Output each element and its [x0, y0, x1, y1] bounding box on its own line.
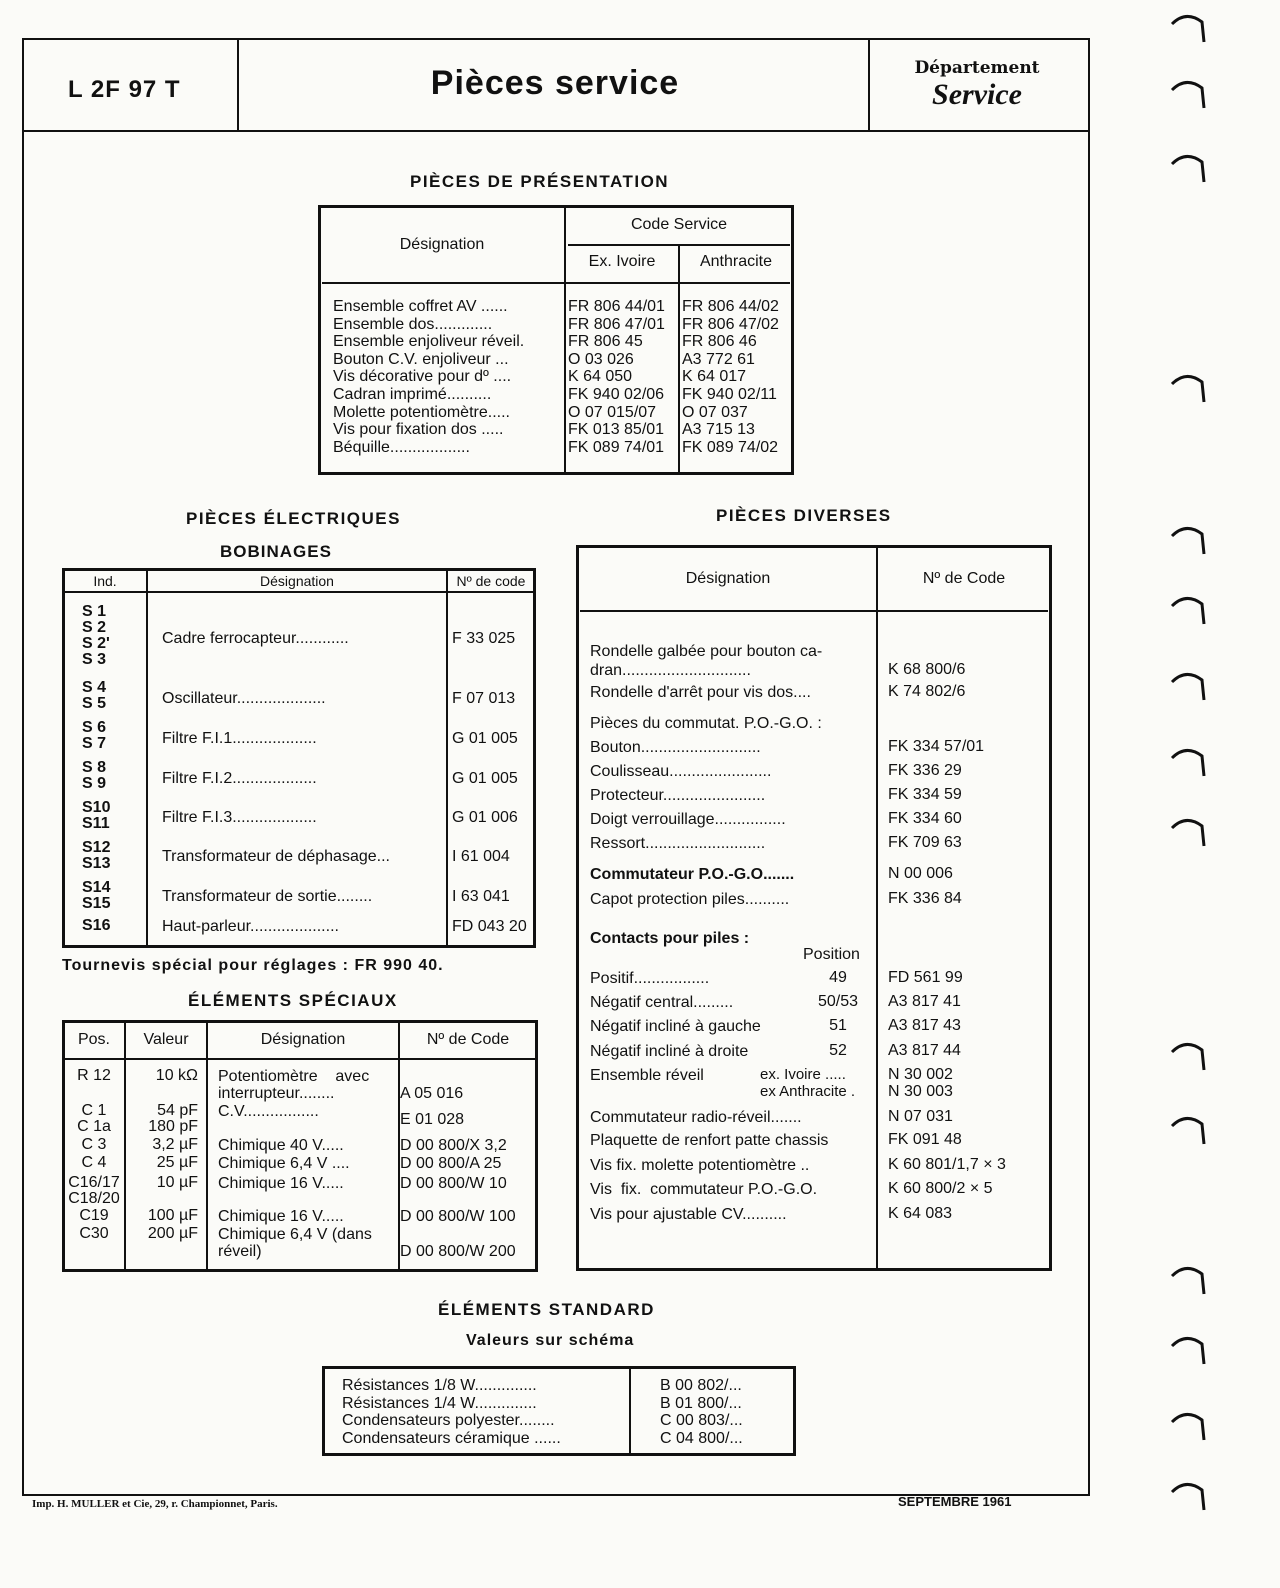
presentation-row-anthracite: A3 772 61 — [682, 350, 755, 368]
diverses-row-name: Négatif incliné à droite — [590, 1043, 749, 1060]
presentation-row-name: Vis décorative pour dº .... — [333, 368, 512, 386]
speciaux-col-designation: Désignation — [260, 1031, 346, 1048]
presentation-title: PIÈCES DE PRÉSENTATION — [410, 172, 670, 191]
presentation-row-ivoire: FK 940 02/06 — [568, 386, 665, 403]
diverses-row-name: Rondelle d'arrêt pour vis dos.... — [590, 684, 811, 701]
standard-title: ÉLÉMENTS STANDARD — [438, 1300, 655, 1319]
bobinage-row-code: I 63 041 — [452, 888, 510, 905]
diverses-row-code: FK 336 29 — [888, 762, 962, 779]
speciaux-col-valeur: Valeur — [143, 1031, 189, 1048]
diverses-row-code: K 68 800/6 — [888, 661, 966, 678]
binder-hole-icon — [1168, 520, 1208, 560]
speciaux-row-code: A 05 016 — [400, 1085, 464, 1102]
diverses-row-code: FD 561 99 — [888, 969, 963, 986]
bobinage-row-ind: S14 S15 — [82, 879, 111, 912]
presentation-row-ivoire: FK 089 74/01 — [568, 438, 665, 456]
model-number: L 2F 97 T — [68, 76, 181, 103]
speciaux-row-name: Potentiomètre avec interrupteur........ — [218, 1068, 370, 1102]
diverses-row-code: N 07 031 — [888, 1108, 953, 1125]
diverses-title: PIÈCES DIVERSES — [716, 506, 892, 525]
presentation-hline-1 — [568, 244, 790, 246]
speciaux-row-code: D 00 800/W 200 — [400, 1243, 516, 1260]
bobinage-row-code: F 33 025 — [452, 630, 516, 647]
presentation-row-anthracite: O 07 037 — [682, 403, 748, 421]
print-date: SEPTEMBRE 1961 — [898, 1494, 1012, 1509]
diverses-row-name: Capot protection piles.......... — [590, 891, 790, 908]
bobinages-col-code: Nº de code — [456, 573, 526, 589]
presentation-row-anthracite: FK 089 74/02 — [682, 438, 779, 456]
bobinage-row-ind: S16 — [82, 917, 111, 934]
presentation-row-name: Ensemble dos............. — [333, 315, 493, 333]
presentation-row-ivoire: O 07 015/07 — [568, 403, 657, 421]
bobinage-row-ind: S 1 S 2 S 2' S 3 — [82, 603, 110, 668]
binder-hole-icon — [1168, 1260, 1208, 1300]
speciaux-row-name: Chimique 16 V..... — [218, 1208, 344, 1225]
printer-credit: Imp. H. MULLER et Cie, 29, r. Championnet, Paris. — [32, 1498, 278, 1510]
standard-vline — [629, 1366, 631, 1456]
diverses-row-name: Vis fix. commutateur P.O.-G.O. — [590, 1181, 818, 1198]
presentation-row-ivoire: FR 806 44/01 — [568, 298, 665, 315]
bobinage-row-name: Oscillateur.................... — [162, 690, 326, 707]
diverses-row-name: Plaquette de renfort patte chassis — [590, 1132, 829, 1149]
diverses-row-name: Vis pour ajustable CV.......... — [590, 1206, 787, 1223]
bobinages-vline-2 — [446, 568, 448, 948]
diverses-row-code: N 00 006 — [888, 865, 953, 882]
diverses-row-name: Contacts pour piles : — [590, 930, 750, 947]
presentation-row-anthracite: FR 806 44/02 — [682, 298, 779, 315]
diverses-row-code: A3 817 43 — [888, 1017, 961, 1034]
diverses-row-position: 51 — [829, 1017, 847, 1034]
speciaux-row-pos: C16/17 C18/20 — [68, 1174, 120, 1207]
bobinage-row-name: Transformateur de déphasage... — [162, 848, 390, 865]
speciaux-row-pos: C 3 — [81, 1136, 107, 1153]
speciaux-row-name: Chimique 40 V..... — [218, 1137, 344, 1154]
speciaux-row-valeur: 54 pF 180 pF — [148, 1102, 198, 1135]
speciaux-row-name: C.V................. — [218, 1103, 319, 1120]
diverses-row-name: Commutateur P.O.-G.O....... — [590, 866, 795, 883]
presentation-vline-1 — [564, 205, 566, 475]
binder-hole-icon — [1168, 368, 1208, 408]
page-title: Pièces service — [430, 64, 680, 102]
diverses-row-code: FK 336 84 — [888, 890, 962, 907]
speciaux-row-pos: R 12 — [77, 1067, 111, 1084]
speciaux-col-pos: Pos. — [77, 1031, 110, 1048]
diverses-row-code: N 30 003 — [888, 1083, 953, 1100]
bobinages-col-ind: Ind. — [93, 573, 117, 589]
standard-row-name: Résistances 1/4 W.............. — [342, 1394, 537, 1412]
presentation-row-ivoire: K 64 050 — [568, 368, 633, 386]
bobinage-row-name: Filtre F.I.2................... — [162, 770, 317, 787]
diverses-row-code: K 64 083 — [888, 1205, 953, 1222]
header-sep-1 — [237, 38, 239, 130]
speciaux-row-valeur: 25 µF — [156, 1154, 198, 1171]
bobinage-row-ind: S 4 S 5 — [82, 679, 107, 712]
diverses-row-code: A3 817 44 — [888, 1042, 961, 1059]
bobinage-row-code: I 61 004 — [452, 848, 510, 865]
bobinage-row-code: G 01 006 — [452, 809, 518, 826]
diverses-col-code: Nº de Code — [922, 570, 1006, 587]
speciaux-col-code: Nº de Code — [426, 1031, 510, 1048]
presentation-col-anthracite: Anthracite — [699, 253, 773, 270]
diverses-row-name: Rondelle galbée pour bouton ca- dran............................. — [590, 643, 823, 679]
presentation-row-name: Molette potentiomètre..... — [333, 403, 510, 421]
diverses-row-code: FK 334 60 — [888, 810, 962, 827]
speciaux-row-valeur: 3,2 µF — [152, 1136, 198, 1153]
diverses-row-code: FK 091 48 — [888, 1131, 962, 1148]
speciaux-row-pos: C19 — [79, 1207, 109, 1224]
presentation-col-designation: Désignation — [399, 236, 485, 253]
diverses-row-code: FK 709 63 — [888, 834, 962, 851]
standard-subtitle: Valeurs sur schéma — [466, 1332, 635, 1349]
bobinage-row-ind: S 6 S 7 — [82, 719, 107, 752]
presentation-hline-2 — [322, 282, 790, 284]
presentation-row-anthracite: FR 806 46 — [682, 333, 757, 351]
bobinage-row-code: F 07 013 — [452, 690, 516, 707]
bobinages-title: BOBINAGES — [220, 542, 332, 561]
speciaux-row-code: E 01 028 — [400, 1111, 465, 1128]
diverses-row-name: Ensemble réveil — [590, 1067, 704, 1084]
presentation-row-name: Ensemble enjoliveur réveil. — [333, 333, 525, 351]
diverses-row-name: Bouton........................... — [590, 739, 761, 756]
speciaux-row-valeur: 200 µF — [147, 1225, 198, 1242]
diverses-row-name: Vis fix. molette potentiomètre .. — [590, 1157, 810, 1174]
diverses-row-name: Ressort........................... — [590, 835, 766, 852]
bobinage-row-ind: S 8 S 9 — [82, 759, 107, 792]
speciaux-row-name: Chimique 16 V..... — [218, 1175, 344, 1192]
binder-hole-icon — [1168, 74, 1208, 114]
diverses-row-name: Commutateur radio-réveil....... — [590, 1109, 802, 1126]
diverses-row-code: A3 817 41 — [888, 993, 961, 1010]
binder-hole-icon — [1168, 812, 1208, 852]
speciaux-row-pos: C30 — [79, 1225, 109, 1242]
diverses-row-position: 49 — [829, 969, 847, 986]
electriques-title: PIÈCES ÉLECTRIQUES — [186, 509, 401, 528]
diverses-row-code: N 30 002 — [888, 1066, 953, 1083]
presentation-vline-2 — [678, 244, 680, 475]
presentation-row-ivoire: FK 013 85/01 — [568, 421, 665, 439]
speciaux-row-valeur: 10 kΩ — [155, 1067, 198, 1084]
standard-row-code: B 01 800/... — [660, 1394, 742, 1412]
diverses-row-name: Protecteur....................... — [590, 787, 766, 804]
diverses-position-label: Position — [803, 946, 860, 963]
bobinage-row-name: Filtre F.I.1................... — [162, 730, 317, 747]
presentation-row-anthracite: A3 715 13 — [682, 421, 755, 439]
diverses-row-name: Pièces du commutat. P.O.-G.O. : — [590, 715, 822, 732]
binder-hole-icon — [1168, 1406, 1208, 1446]
department-label: Département — [914, 58, 1040, 78]
binder-hole-icon — [1168, 148, 1208, 188]
standard-row-name: Condensateurs polyester........ — [342, 1412, 555, 1430]
diverses-row-option: ex. Ivoire ..... — [760, 1066, 846, 1083]
speciaux-title: ÉLÉMENTS SPÉCIAUX — [188, 991, 398, 1010]
diverses-vline — [876, 545, 878, 1271]
speciaux-row-code: D 00 800/W 100 — [400, 1208, 516, 1225]
speciaux-row-pos: C 1 C 1a — [77, 1102, 111, 1135]
standard-row-code: C 00 803/... — [660, 1412, 743, 1430]
binder-hole-icon — [1168, 8, 1208, 48]
diverses-row-option: ex Anthracite . — [760, 1083, 856, 1100]
speciaux-row-pos: C 4 — [81, 1154, 107, 1171]
diverses-col-designation: Désignation — [685, 570, 771, 587]
standard-row-name: Condensateurs céramique ...... — [342, 1429, 561, 1447]
bobinage-row-name: Filtre F.I.3................... — [162, 809, 317, 826]
binder-hole-icon — [1168, 742, 1208, 782]
binder-hole-icon — [1168, 1330, 1208, 1370]
bobinage-row-ind: S10 S11 — [82, 799, 111, 832]
bobinage-row-name: Transformateur de sortie........ — [162, 888, 373, 905]
diverses-row-code: K 74 802/6 — [888, 683, 966, 700]
presentation-row-ivoire: FR 806 47/01 — [568, 315, 665, 333]
diverses-row-code: K 60 800/2 × 5 — [888, 1180, 993, 1197]
diverses-hline — [580, 610, 1048, 612]
speciaux-row-valeur: 100 µF — [147, 1207, 198, 1224]
binder-hole-icon — [1168, 666, 1208, 706]
presentation-row-name: Ensemble coffret AV ...... — [333, 298, 508, 315]
bobinage-row-code: G 01 005 — [452, 730, 518, 747]
presentation-row-ivoire: FR 806 45 — [568, 333, 643, 351]
speciaux-row-name: Chimique 6,4 V .... — [218, 1155, 350, 1172]
diverses-row-position: 50/53 — [817, 993, 859, 1010]
speciaux-row-name: Chimique 6,4 V (dans réveil) — [218, 1226, 372, 1260]
diverses-row-name: Positif................. — [590, 970, 710, 987]
binder-hole-icon — [1168, 1110, 1208, 1150]
diverses-row-name: Doigt verrouillage................ — [590, 811, 786, 828]
service-label: Service — [932, 78, 1022, 111]
diverses-row-name: Coulisseau....................... — [590, 763, 772, 780]
speciaux-row-code: D 00 800/A 25 — [400, 1155, 502, 1172]
speciaux-hline — [64, 1058, 536, 1060]
standard-row-code: C 04 800/... — [660, 1429, 743, 1447]
diverses-row-name: Négatif incliné à gauche — [590, 1018, 761, 1035]
bobinage-row-ind: S12 S13 — [82, 839, 111, 872]
bobinage-row-name: Cadre ferrocapteur............ — [162, 630, 349, 647]
presentation-row-anthracite: K 64 017 — [682, 368, 747, 386]
presentation-row-name: Vis pour fixation dos ..... — [333, 421, 504, 439]
presentation-row-ivoire: O 03 026 — [568, 350, 634, 368]
standard-row-code: B 00 802/... — [660, 1377, 742, 1394]
diverses-row-code: K 60 801/1,7 × 3 — [888, 1156, 1006, 1173]
bobinages-hline — [64, 591, 534, 593]
presentation-row-name: Béquille.................. — [333, 438, 470, 456]
diverses-row-name: Négatif central......... — [590, 994, 734, 1011]
binder-hole-icon — [1168, 1036, 1208, 1076]
speciaux-row-valeur: 10 µF — [156, 1174, 198, 1191]
standard-row-name: Résistances 1/8 W.............. — [342, 1377, 537, 1394]
presentation-row-name: Cadran imprimé.......... — [333, 386, 492, 403]
presentation-col-ivoire: Ex. Ivoire — [588, 253, 656, 270]
bobinage-row-name: Haut-parleur.................... — [162, 918, 339, 935]
diverses-row-code: FK 334 57/01 — [888, 738, 985, 755]
speciaux-row-code: D 00 800/W 10 — [400, 1175, 507, 1192]
binder-hole-icon — [1168, 1476, 1208, 1516]
tournevis-note: Tournevis spécial pour réglages : FR 990 40. — [62, 957, 444, 974]
binder-hole-icon — [1168, 590, 1208, 630]
bobinages-col-designation: Désignation — [260, 573, 334, 589]
bobinages-vline-1 — [146, 568, 148, 948]
diverses-row-code: FK 334 59 — [888, 786, 962, 803]
header-divider — [22, 130, 1090, 132]
presentation-row-anthracite: FK 940 02/11 — [682, 386, 777, 403]
bobinage-row-code: FD 043 20 — [452, 918, 527, 935]
diverses-row-position: 52 — [829, 1042, 847, 1059]
presentation-col-code: Code Service — [630, 216, 728, 233]
presentation-row-anthracite: FR 806 47/02 — [682, 315, 779, 333]
bobinage-row-code: G 01 005 — [452, 770, 518, 787]
presentation-row-name: Bouton C.V. enjoliveur ... — [333, 350, 509, 368]
speciaux-row-code: D 00 800/X 3,2 — [400, 1137, 507, 1154]
